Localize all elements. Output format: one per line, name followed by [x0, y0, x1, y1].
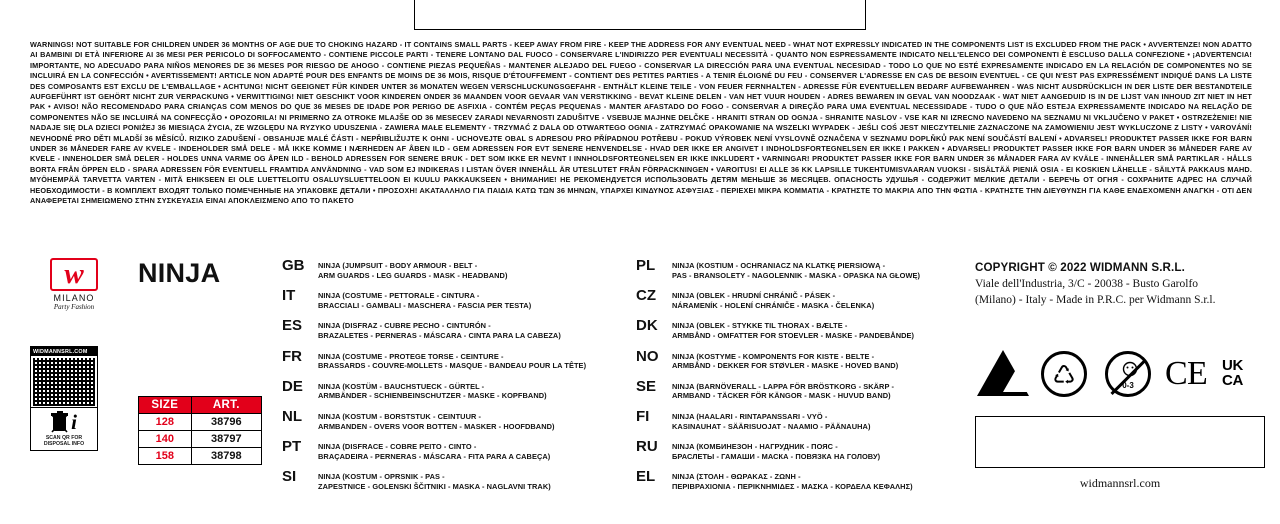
language-components — [672, 351, 898, 371]
components-line-2: ARM GUARDS - LEG GUARDS - MASK - HEADBAND) — [318, 270, 508, 280]
bin-cross-lines — [51, 414, 68, 433]
components-line-2: ΠΕΡΙΒΡΑΧΙΟΝΙΑ - ΠΕΡΙΚΝΗΜΙΔΕΣ - ΜΑΣΚΑ - ΚΟΡΔΕΛΑ ΚΕΦΑΛΗΣ) — [672, 481, 913, 491]
language-components — [672, 290, 874, 310]
components-line-2: ARMBÅND - OMFATTER FOR STOEVLER - MASKE - PANDEBÅNDE) — [672, 330, 915, 340]
top-cutout-box — [414, 0, 866, 30]
components-line-1: NINJA (BARNÖVERALL - LAPPA FÖR BRÖSTKORG - SKÄRP - — [672, 381, 894, 391]
copyright-line-1: COPYRIGHT © 2022 WIDMANN S.R.L. — [975, 261, 1185, 274]
list-item — [282, 317, 622, 340]
info-icon: i — [71, 409, 77, 434]
components-line-2: BRAZALETES - PERNERAS - MÁSCARA - CINTA PARA LA CABEZA) — [318, 330, 561, 340]
brand-column — [30, 258, 125, 311]
components-line-2: БРАСЛЕТЫ - ГАМАШИ - МАСКА - ПОВЯЗКА НА ГОЛОВУ) — [672, 451, 881, 461]
language-code: SI — [282, 468, 297, 486]
list-item — [636, 438, 956, 461]
components-line-1: NINJA (OBLEK - HRUDNÍ CHRÁNIČ - PÁSEK - — [672, 291, 836, 301]
age-restriction-icon — [1105, 351, 1151, 397]
list-item — [636, 257, 956, 280]
components-list-right-column — [636, 257, 956, 502]
language-components — [672, 260, 920, 280]
components-line-2: ARMBÄNDER - SCHIENBEINSCHUTZER - MASKE - KOPFBAND) — [318, 391, 547, 401]
ukca-line-2: CA — [1222, 372, 1244, 389]
product-title: NINJA — [138, 258, 221, 288]
components-line-2: ARMBANDEN - OVERS VOOR BOTTEN - MASKER - HOOFDBAND) — [318, 421, 555, 431]
list-item — [636, 317, 956, 340]
language-code: NL — [282, 407, 302, 425]
warning-exclamation: ! — [999, 366, 1007, 391]
components-line-1: NINJA (KOSTUM - OPRSNIK - PAS - — [318, 472, 445, 482]
list-item — [636, 287, 956, 310]
ce-mark-icon: CE — [1165, 355, 1208, 392]
language-components — [318, 320, 561, 340]
list-item — [282, 347, 622, 371]
components-line-2: PAS - BRANSOLETY - NAGOLENNIK - MASKA - OPASKA NA GŁOWĘ) — [672, 270, 921, 280]
copyright-block — [975, 260, 1265, 308]
language-components — [318, 290, 531, 310]
language-components — [318, 471, 551, 491]
brand-milano-text: MILANO — [53, 293, 95, 303]
language-code: IT — [282, 287, 296, 305]
language-components — [318, 411, 555, 431]
components-line-2: ZAPESTNICE - GOLENSKI ŠČITNIKI - MASKA - NAGLAVNI TRAK) — [318, 481, 551, 491]
qr-code-icon — [33, 358, 95, 406]
language-code: DE — [282, 377, 303, 395]
language-components — [672, 471, 913, 491]
warnings-text: WARNINGS! NOT SUITABLE FOR CHILDREN UNDER 36 MONTHS OF AGE DUE TO CHOKING HAZARD - IT CONTAINS SMALL PARTS - KEEP AWAY FROM FIRE - KEEP THE ADDRESS FOR ANY EVENTUAL NEED - WHAT NOT EXPRESSLY INDICATED IN THE COMPONENTS LIST IS EXCLUDED FROM THE PACK • AVVERTENZE! NON ADATTO AI BAMBINI DI ETÀ INFERIORE AI 36 MESI PER PERICOLO DI SOFFOCAMENTO - CONTIENE PICCOLE PARTI - TENERE LONTANO DAL FUOCO - CONSERVARE L'INDIRIZZO PER EVENTUALI NECESSITÀ - QUANTO NON ESPRESSAMENTE INDICATO NELL'ELENCO DEI COMPONENTI È ESCLUSO DALLA CONFEZIONE • ¡ADVERTENCIA! IMPORTANTE, NO ADECUADO PARA NIÑOS MENORES DE 36 MESES POR RIESGO DE AHOGO - CONTIENE PIEZAS PEQUEÑAS - MANTENER ALEJADO DEL FUEGO - CONSERVAR LA DIRECCIÓN PARA UNA EVENTUAL NECESIDAD - TODO LO QUE NO ESTÉ EXPRESAMENTE INDICADO EN LA RELACIÓN DE COMPONENTES NO SE INCLUIRÁ EN LA CONFECCIÓN • AVERTISSEMENT! ARTICLE NON ADAPTÉ POUR DES ENFANTS DE MOINS DE 36 MOIS, RISQUE D'ÉTOUFFEMENT - CONTIENT DES PETITES PARTIES - A TENIR ÉLOIGNÉ DU FEU - CONSERVER L'ADRESSE EN CAS DE BESOIN EVENTUEL - CE QUI N'EST PAS EXPRESSÉMENT INDIQUÉ DANS LA LISTE DES COMPOSANTS EST EXCLU DE L'EMBALLAGE • ACHTUNG! NICHT GEEIGNET FÜR KINDER UNTER 36 MONATEN WEGEN VERSCHLUCKUNGSGEFAHR - ENTHÄLT KLEINE TEILE - VON FEUER FERNHALTEN - ADRESSE FÜR EVENTUELLEN BEDARF AUFBEWAHREN - WAS NICHT AUSDRÜCKLICH IN DER LISTE DER BESTANDTEILE AUFGEFÜHRT IST GEHÖRT NICHT ZUR VERPACKUNG • VERWITTIGING! NIET GESCHIKT VOOR KINDEREN ONDER 36 MAANDEN VOOR GEVAAR VAN VERSTIKKING - BEVAT KLEINE DELEN - VAN HET VUUR HOUDEN - ADRES BEWAREN IN GEVAL VAN NOODZAAK - WAT NIET AANGEDUID IS IN DE LIJST VAN INHOUD ZIT NIET IN HET PAK • AVISO! NÃO RECOMENDADO PARA CRIANÇAS COM MENOS DO QUE 36 MESES DE IDADE POR PERIGO DE ASFIXIA - CONTÉM PEÇAS PEQUENAS - MANTER AFASTADO DO FOGO - CONSERVAR A DIREÇÃO PARA UMA EVENTUAL NECESSIDADE - TUDO O QUE NÃO ESTEJA EXPRESSAMENTE INDICADO NA RELAÇÃO DE COMPONENTES NÃO SE INCLUIRÁ NA CONFECÇÃO • OPOZORILA! NI PRIMERNO ZA OTROKE MLAJŠE OD 36 MESECEV ZARADI NEVARNOSTI ZADUŠITVE - VSEBUJE MAJHNE DELČKE - HRANITI STRAN OD OGNJA - SHRANITE NASLOV - VSE KAR NI IZRECNO NAVEDENO NA SEZNAMU NI VKLJUČENO V PAKET • OSTRZEŻENIE! NIE NADAJE SIĘ DLA DZIECI PONIŻEJ 36 MIESIĄCA ŻYCIA, ZE WZGLĘDU NA RYZYKO UDUSZENIA - ZAWIERA MAŁE ELEMENTY - TRZYMAĆ Z DALA OD OTWARTEGO OGNIA - ZATRZYMAĆ OPAKOWANIE NA WSZELKI WYPADEK - JEŚLI COŚ JEST NIECZYTELNIE ZAZNACZONE NA ZAMOWIENIU JEST WYKLUCZONE Z LISTY • VAROVÁNÍ! NEVHODNÉ PRO DĚTI MLADŠÍ 36 MĚSÍCŮ. RIZIKO ZADUŠENÍ - OBSAHUJE MALÉ ČÁSTI - NEPŘIBLIŽUJTE K OHNI - UCHOVEJTE OBAL S ADRESOU PRO PŘÍPADNOU POTŘEBU - POKUD VÝROBEK NENÍ VYSLOVNĚ OZNAČENA V SEZNAMU DOPLŇKŮ PAK NENÍ SOUČÁSTÍ BALENÍ • ADVARSEL! PRODUKTET PASSER IKKE FOR BARN UNDER 36 MÅNEDER FARE AV KVELE - INDEHOLDER SMÅ DELE - MÅ IKKE KOMME I NÆRHEDEN AF ÅBEN ILD - GEM ADRESSEN FOR EVT SENERE HENVENDELSE - HVAD DER IKKE ER ANGIVET I INDHOLDSFORTEGNELSEN ER IKKE I PAKKEN • ADVARSEL! PRODUKTET PASSER IKKE FOR BARN UNDER 36 MÅNEDER FARE AV KVELE - INNEHOLDER SMÅ DELER - HOLDES UNNA VARME OG ÅPEN ILD - BEHOLD ADRESSEN FOR SENERE BRUK - DET SOM IKKE ER NEVNT I INNHOLDSFORTEGNELSEN ER IKKE INKLUDERT • VARNINGAR! PRODUKTET PASSER IKKE FOR BARN UNDER 36 MÅNADER FARA AV KVÄLE - INNEHÅLLER SMÅ PARTIKLAR - HÅLLS BORTA FRÅN ÖPPEN ELD - SPARA ADRESSEN FÖR EVENTUELL FRAMTIDA ANVÄNDNING - VAD SOM EJ INDIKERAS I LISTAN ÖVER INNEHÅLL ÄR UTESLUTET FRÅN FÖRPACKNINGEN • VAROITUS! EI ALLE 36 KK LAPSILLE TUKEHTUMISVAARAN VUOKSI - SISÄLTÄÄ PIENIÄ OSIA - EI KOSKIEN LÄHELLE - SÄILYTÄ PAKKAUS MAHD. MYÖHEMPÄÄ TARVETTA VARTEN - MITÄ EHIKSEEN EI OLE LUETTELOITU OSALUYSLUETTELOON EI KUULU PAKKAUKSEEN • ВНИМАНИЕ! НЕ РЕКОМЕНДУЕТСЯ ИСПОЛЬЗОВАТЬ ДЕТЯМ МЕНЬШЕ 36 МЕСЯЦЕВ. ОПАСНОСТЬ УДУШЬЯ - СОДЕРЖИТ МЕЛКИЕ ДЕТАЛИ - БЕРЕЧЬ ОТ ОГНЯ - СОХРАНИТЕ АДРЕС НА СЛУЧАЙ НЕОБХОДИМОСТИ - В КОМПЛЕКТ ВХОДЯТ ТОЛЬКО ПОМЕЧЕННЫЕ НА УПАКОВКЕ ДЕТАЛИ • ΠΡΟΣΟΧΗ! ΑΚΑΤΑΛΛΗΛΟ ΓΙΑ ΠΑΙΔΙΑ ΚΑΤΩ ΤΩΝ 36 ΜΗΝΩΝ, ΥΠΑΡΧΕΙ ΚΙΝΔΥΝΟΣ ΑΣΦΥΞΙΑΣ - ΠΕΡΙΕΧΕΙ ΜΙΚΡΑ ΚΟΜΜΑΤΙΑ - ΚΡΑΤΗΣΤΕ ΤΟ ΜΑΚΡΙΑ ΑΠΟ ΤΗΝ ΦΩΤΙΑ - ΚΡΑΤΗΣΤΕ ΤΗΝ ΔΙΕΥΘΥΝΣΗ ΓΙΑ ΚΑΘΕ ΕΝΔΕΧΟΜΕΝΗ ΑΝΑΓΚΗ - ΟΤΙ ΔΕΝ ΑΝΑΦΕΡΕΤΑΙ ΣΗΜΕΙΩΜΕΝΟ ΣΤΗΝ ΣΥΣΚΕΥΑΣΙΑ ΕΙΝΑΙ ΑΠΟΚΛΕΙΣΜΕΝΟ ΑΠΟ ΤΟ ΠΑΚΕΤΟ — [30, 40, 1252, 206]
art-column-header: ART. — [191, 397, 261, 414]
art-value: 38797 — [191, 431, 261, 448]
language-code: CZ — [636, 287, 656, 305]
brand-tagline: Party Fashion — [53, 303, 95, 311]
list-item — [282, 287, 622, 310]
blank-address-box — [975, 416, 1265, 468]
list-item — [282, 257, 622, 280]
disposal-icons — [31, 408, 97, 434]
language-code: GB — [282, 257, 305, 274]
list-item — [636, 407, 956, 431]
multilingual-warnings-block — [30, 40, 1252, 207]
list-item — [282, 377, 622, 401]
components-line-2: BRAÇADEIRA - PERNERAS - MÁSCARA - FITA PARA A CABEÇA) — [318, 451, 551, 461]
language-code: DK — [636, 317, 658, 335]
language-code: FI — [636, 407, 650, 425]
qr-footer-line2: DISPOSAL INFO — [43, 441, 85, 448]
components-line-1: NINJA (COSTUME - PROTEGE TORSE - CEINTURE - — [318, 351, 504, 361]
recycle-glyph: ♺ — [1052, 360, 1076, 390]
language-components — [672, 381, 894, 401]
components-line-2: KASINAUHAT - SÄÄRISUOJAT - NAAMIO - PÄÄNAUHA) — [672, 421, 871, 431]
language-code: RU — [636, 438, 658, 456]
qr-box-header: WIDMANNSRL.COM — [31, 347, 97, 356]
language-code: FR — [282, 347, 302, 365]
bottom-section — [0, 248, 1280, 524]
size-article-table — [138, 396, 262, 465]
table-row — [139, 448, 262, 465]
components-line-1: NINJA (ΣΤΟΛΗ - ΘΩΡΑΚΑΣ - ΖΩΝΗ - — [672, 472, 801, 482]
ukca-mark-icon — [1222, 358, 1243, 388]
qr-footer-line1: SCAN QR FOR — [45, 435, 83, 441]
components-line-1: NINJA (KOSTIUM - OCHRANIACZ NA KLATKĘ PIERSIOWĄ - — [672, 261, 886, 270]
language-components — [672, 411, 871, 431]
art-value: 38796 — [191, 414, 261, 431]
widmann-w-letter: w — [64, 258, 84, 290]
list-item — [636, 377, 956, 401]
size-value: 158 — [139, 448, 192, 465]
components-line-1: NINJA (COSTUME - PETTORALE - CINTURA - — [318, 291, 480, 301]
crossed-bin-icon — [51, 411, 68, 433]
qr-box-footer — [31, 434, 97, 450]
widmann-logo — [30, 258, 118, 311]
components-line-2: BRASSARDS - COUVRE-MOLLETS - MASQUE - BANDEAU POUR LA TÊTE) — [318, 361, 587, 371]
list-item — [282, 468, 622, 491]
language-components — [672, 320, 914, 340]
widmann-w-mark-icon — [50, 258, 98, 291]
recycle-icon — [1041, 351, 1087, 397]
language-code: NO — [636, 347, 659, 365]
language-components — [318, 381, 547, 401]
components-line-1: NINJA (HAALARI - RINTAPANSSARI - VYÖ - — [672, 411, 828, 421]
size-value: 128 — [139, 414, 192, 431]
components-line-2: ARMBAND - TÄCKER FÖR KÄNGOR - MASK - HUVUD BAND) — [672, 391, 891, 401]
pictogram-row — [975, 348, 1275, 406]
language-code: PT — [282, 438, 302, 456]
language-code: PL — [636, 257, 656, 274]
table-row — [139, 414, 262, 431]
language-code: EL — [636, 468, 656, 486]
art-value: 38798 — [191, 448, 261, 465]
list-item — [636, 347, 956, 371]
language-components — [318, 351, 586, 371]
table-row — [139, 431, 262, 448]
components-line-1: NINJA (KOSTÜM - BAUCHSTUECK - GÜRTEL - — [318, 381, 485, 391]
qr-disposal-box — [30, 346, 98, 451]
components-line-2: BRACCIALI - GAMBALI - MASCHERA - FASCIA PER TESTA) — [318, 300, 532, 310]
components-line-1: NINJA (КОМБИНЕЗОН - НАГРУДНИК - ПОЯС - — [672, 442, 838, 452]
copyright-line-2: Viale dell'Industria, 3/C - 20038 - Busto Garolfo — [975, 278, 1199, 290]
size-table-header-row — [139, 397, 262, 414]
components-line-2: NÁRAMENÍK - HOLENÍ CHRÁNIČE - MASKA - ČELENKA) — [672, 300, 875, 310]
ukca-line-1: UK — [1222, 357, 1244, 374]
language-components — [318, 260, 508, 280]
components-line-1: NINJA (KOSTYME - KOMPONENTS FOR KISTE - BELTE - — [672, 351, 875, 361]
copyright-line-3: (Milano) - Italy - Made in P.R.C. per Widmann S.r.l. — [975, 294, 1216, 306]
language-components — [318, 441, 550, 461]
language-code: ES — [282, 317, 303, 335]
list-item — [636, 468, 956, 491]
list-item — [282, 438, 622, 461]
size-column-header: SIZE — [139, 397, 192, 414]
language-components — [672, 441, 880, 461]
website-url: widmannsrl.com — [1079, 476, 1161, 490]
language-code: SE — [636, 377, 657, 395]
components-line-1: NINJA (JUMPSUIT - BODY ARMOUR - BELT - — [318, 261, 478, 270]
components-list-left-column — [282, 257, 622, 502]
components-line-1: NINJA (KOSTUM - BORSTSTUK - CEINTUUR - — [318, 411, 482, 421]
size-value: 140 — [139, 431, 192, 448]
list-item — [282, 407, 622, 431]
components-line-1: NINJA (DISFRAZ - CUBRE PECHO - CINTURÓN - — [318, 321, 491, 331]
components-line-1: NINJA (DISFRACE - COBRE PEITO - CINTO - — [318, 442, 477, 452]
age-range-text: 0-3 — [1122, 381, 1134, 390]
components-line-1: NINJA (OBLEK - STYKKE TIL THORAX - BÆLTE - — [672, 321, 848, 331]
components-line-2: ARMBÅND - DEKKER FOR STØVLER - MASKE - HOVED BAND) — [672, 361, 899, 371]
